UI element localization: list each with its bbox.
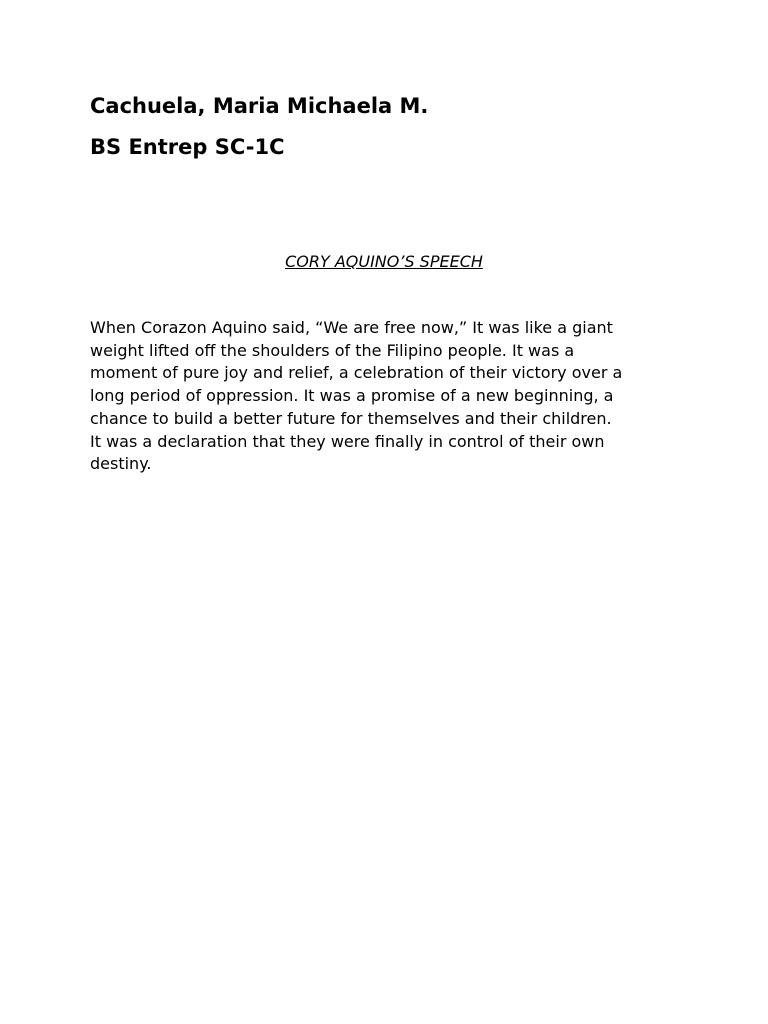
paragraph-line: moment of pure joy and relief, a celebration of their victory over a	[90, 363, 623, 383]
paragraph-line: destiny.	[90, 454, 152, 474]
author-course: BS Entrep SC-1C	[90, 135, 285, 159]
paragraph-line: It was a declaration that they were finally in control of their own	[90, 431, 605, 451]
paragraph-line: weight lifted off the shoulders of the Filipino people. It was a	[90, 340, 575, 360]
paragraph-line: chance to build a better future for themselves and their children.	[90, 408, 612, 428]
body-paragraph	[90, 317, 690, 476]
paragraph-line: long period of oppression. It was a promise of a new beginning, a	[90, 386, 614, 406]
document-title: CORY AQUINO’S SPEECH	[285, 252, 483, 271]
paragraph-line: When Corazon Aquino said, “We are free now,” It was like a giant	[90, 318, 613, 337]
author-name: Cachuela, Maria Michaela M.	[90, 94, 429, 118]
